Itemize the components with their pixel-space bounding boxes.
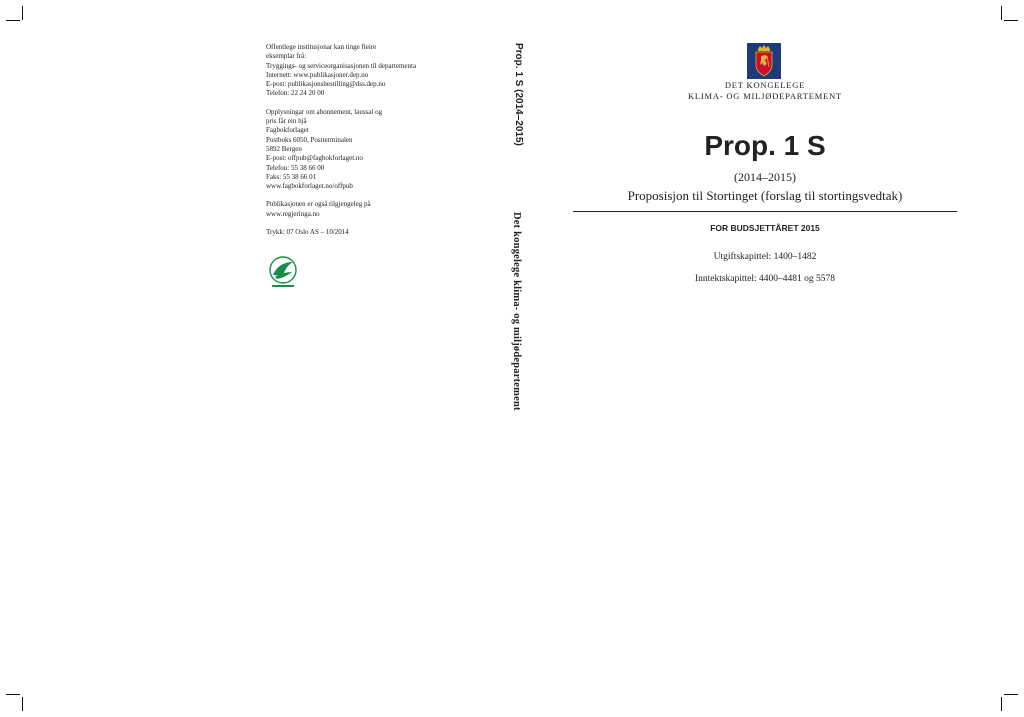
title-divider: [573, 211, 957, 212]
session-years: (2014–2015): [734, 170, 796, 184]
budget-year-heading: FOR BUDSJETTÅRET 2015: [710, 223, 820, 233]
spine-title: Prop. 1 S (2014–2015): [513, 43, 524, 146]
crop-mark-top-left-h: [6, 20, 20, 21]
income-chapters: Inntektskapittel: 4400–4481 og 5578: [694, 274, 836, 284]
info-line: www.fagbokforlaget.no/offpub: [266, 182, 353, 191]
info-line: www.regjeringa.no: [266, 209, 320, 218]
department-name: [665, 80, 865, 101]
department-name-line2: KLIMA- OG MILJØDEPARTEMENT: [687, 90, 843, 101]
back-cover-info: [266, 43, 466, 237]
crop-mark-bottom-right-v: [1001, 697, 1002, 711]
info-line: pris får ein hjå: [266, 117, 307, 126]
info-line: Opplysningar om abonnement, laussal og: [266, 107, 383, 116]
info-line: E-post: offpub@fagbokforlaget.no: [266, 154, 363, 163]
info-line: Telefon: 22 24 20 00: [266, 89, 325, 98]
crop-mark-bottom-left-h: [6, 694, 20, 695]
info-line: eksemplar frå:: [266, 52, 307, 61]
nordic-swan-ecolabel-icon: [268, 256, 298, 290]
norwegian-coat-of-arms-icon: [747, 43, 781, 79]
info-line: Internett: www.publikasjoner.dep.no: [266, 70, 369, 79]
print-info-block: [266, 228, 466, 237]
spine-department: Det kongelege klima- og miljødepartement: [511, 212, 522, 411]
ordering-info-block: [266, 43, 466, 99]
info-line: Faks: 55 38 66 01: [266, 172, 317, 181]
crop-mark-top-left-v: [22, 6, 23, 20]
document-title: Prop. 1 S: [704, 130, 826, 161]
info-line: Fagbokforlaget: [266, 126, 309, 135]
document-subtitle: Proposisjon til Stortinget (forslag til stortingsvedtak): [627, 188, 903, 203]
expenditure-chapters: Utgiftskapittel: 1400–1482: [713, 252, 817, 262]
availability-info-block: [266, 200, 466, 219]
crop-mark-top-right-h: [1004, 20, 1018, 21]
info-line: Trykk: 07 Oslo AS – 10/2014: [266, 228, 349, 237]
info-line: 5892 Bergen: [266, 144, 302, 153]
subscription-info-block: [266, 108, 466, 192]
info-line: E-post: publikasjonsbestilling@dss.dep.no: [266, 80, 386, 89]
info-line: Offentlege institusjonar kan tinge fleire: [266, 43, 377, 51]
crop-mark-top-right-v: [1001, 6, 1002, 20]
info-line: Telefon: 55 38 66 00: [266, 163, 325, 172]
crop-mark-bottom-left-v: [22, 697, 23, 711]
info-line: Publikasjonen er også tilgjengeleg på: [266, 200, 371, 209]
department-name-line1: DET KONGELEGE: [724, 80, 806, 90]
crop-mark-bottom-right-h: [1004, 694, 1018, 695]
info-line: Tryggings- og serviceorganisasjonen til departementa: [266, 61, 417, 70]
info-line: Postboks 6050, Postterminalen: [266, 135, 353, 144]
